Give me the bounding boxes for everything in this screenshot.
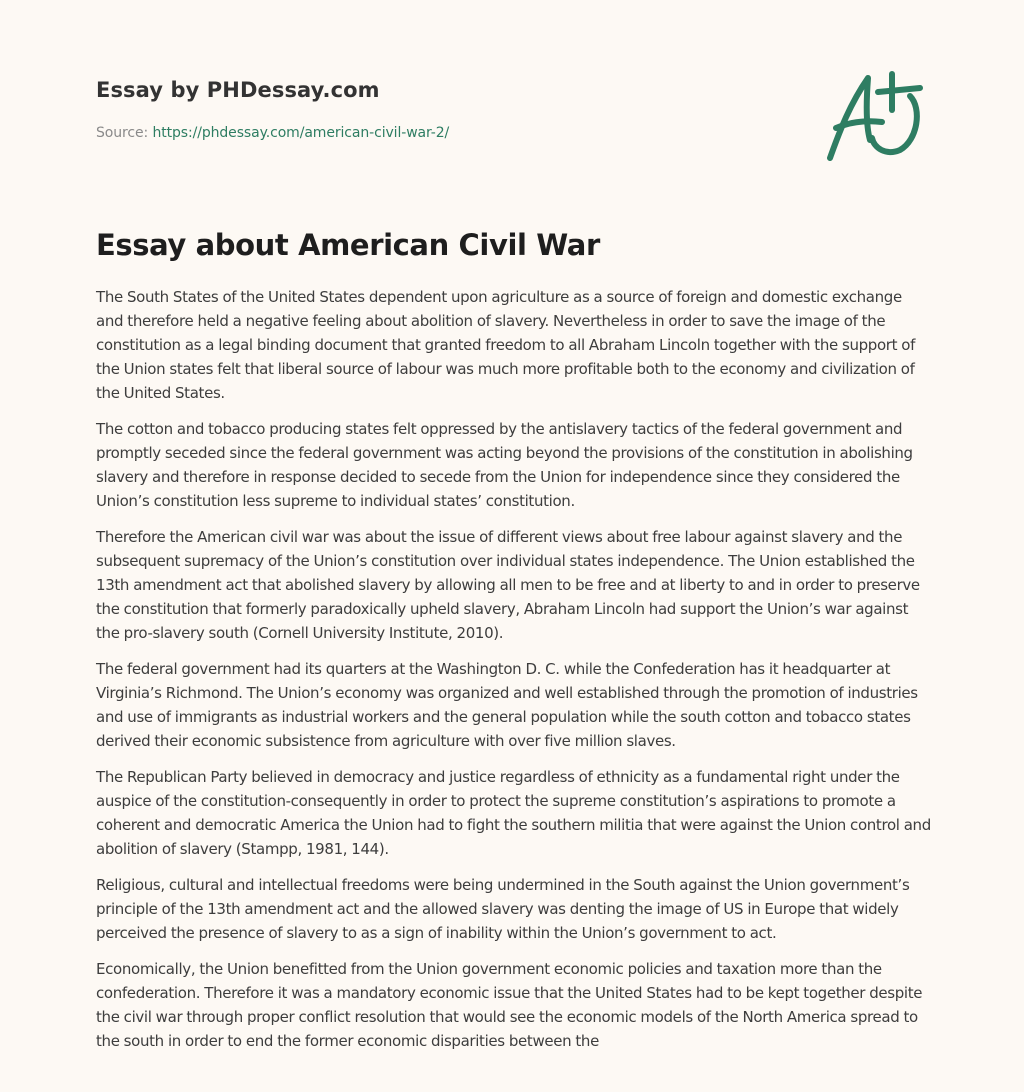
essay-body	[96, 285, 932, 1065]
a-plus-grade-icon	[822, 68, 928, 164]
essay-paragraph: The South States of the United States dependent upon agriculture as a source of foreign and domestic exchange and therefore held a negative feeling about abolition of slavery. Nevertheless in order to save the image of the constitution as a legal binding document that granted freedom to all Abraham Lincoln together with the support of the Union states felt that liberal source of labour was much more profitable both to the economy and civilization of the United States.	[96, 288, 916, 402]
essay-paragraph: The cotton and tobacco producing states felt oppressed by the antislavery tactics of the federal government and promptly seceded since the federal government was acting beyond the provisions of the constitution in abolishing slavery and therefore in response decided to secede from the Union for independence since they considered the Union’s constitution less supreme to individual states’ constitution.	[96, 420, 913, 510]
essay-title: Essay about American Civil War	[96, 228, 600, 262]
source-label: Source:	[96, 125, 153, 141]
essay-paragraph: Therefore the American civil war was about the issue of different views about free labour against slavery and the subsequent supremacy of the Union’s constitution over individual states independence. The Union established the 13th amendment act that abolished slavery by allowing all men to be free and at liberty to and in order to preserve the constitution that formerly paradoxically upheld slavery, Abraham Lincoln had support the Union’s war against the pro-slavery south (Cornell University Institute, 2010).	[96, 528, 920, 642]
essay-paragraph: The Republican Party believed in democracy and justice regardless of ethnicity as a fundamental right under the auspice of the constitution-consequently in order to protect the supreme constitution’s aspirations to promote a coherent and democratic America the Union had to fight the southern militia that were against the Union control and abolition of slavery (Stampp, 1981, 144).	[96, 768, 931, 858]
essay-paragraph: Religious, cultural and intellectual freedoms were being undermined in the South against the Union government’s principle of the 13th amendment act and the allowed slavery was denting the image of US in Europe that widely perceived the presence of slavery to as a sign of inability within the Union’s government to act.	[96, 876, 910, 942]
source-link[interactable]: https://phdessay.com/american-civil-war-2/	[152, 125, 450, 141]
brand-title: Essay by PHDessay.com	[96, 78, 380, 102]
source-line	[96, 123, 796, 143]
essay-paragraph: The federal government had its quarters at the Washington D. C. while the Confederation has it headquarter at Virginia’s Richmond. The Union’s economy was organized and well established through the promotion of industries and use of immigrants as industrial workers and the general population while the south cotton and tobacco states derived their economic subsistence from agriculture with over five million slaves.	[96, 660, 918, 750]
essay-paragraph: Economically, the Union benefitted from the Union government economic policies and taxation more than the confederation. Therefore it was a mandatory economic issue that the United States had to be kept together despite the civil war through proper conflict resolution that would see the economic models of the North America spread to the south in order to end the former economic disparities between the	[96, 960, 923, 1050]
document-header	[96, 76, 796, 143]
